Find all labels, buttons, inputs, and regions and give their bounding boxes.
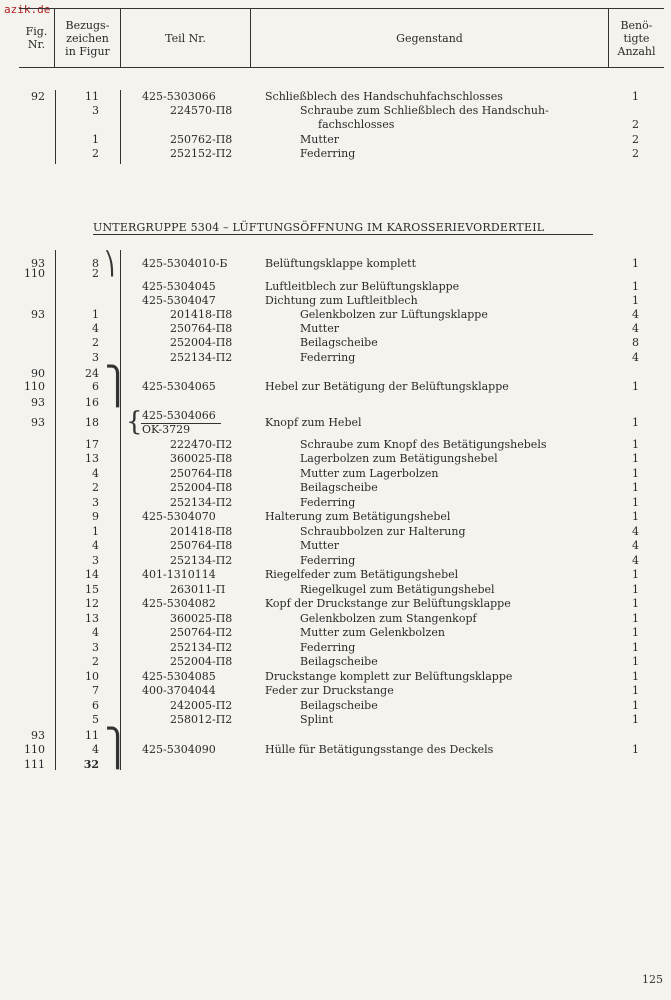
gegenstand-cell: Mutter zum Lagerbolzen — [300, 467, 439, 480]
gegenstand-cell: Riegelfeder zum Betätigungshebel — [265, 568, 459, 581]
table-row — [0, 729, 671, 743]
anzahl-cell: 1 — [632, 684, 639, 697]
bezugszeichen-cell: 3 — [92, 351, 99, 364]
teil-nr-cell: 252134-П2 — [170, 554, 233, 567]
table-row — [0, 452, 671, 466]
bezugszeichen-cell: 4 — [92, 322, 99, 335]
table-row — [0, 267, 671, 281]
table-row — [0, 496, 671, 510]
anzahl-cell: 1 — [632, 257, 639, 270]
table-row — [0, 510, 671, 524]
teil-nr-cell: 250762-П8 — [170, 133, 233, 146]
gegenstand-cell: Mutter — [300, 322, 339, 335]
gegenstand-cell: Riegelkugel zum Betätigungshebel — [300, 583, 495, 596]
gegenstand-cell: fachschlosses — [318, 118, 395, 131]
anzahl-cell: 8 — [632, 336, 639, 349]
teil-nr-cell: 222470-П2 — [170, 438, 233, 451]
teil-nr-cell: 425-5304066 — [142, 409, 216, 422]
table-row — [0, 438, 671, 452]
teil-nr-cell: 360025-П8 — [170, 452, 233, 465]
bezugszeichen-cell: 1 — [92, 133, 99, 146]
bezugszeichen-cell: 4 — [92, 743, 99, 756]
fig-cell: 110 — [24, 380, 45, 393]
bezugszeichen-cell: 4 — [92, 626, 99, 639]
bezugszeichen-cell: 10 — [85, 670, 99, 683]
anzahl-cell: 1 — [632, 626, 639, 639]
header-teil-nr: Teil Nr. — [121, 9, 251, 67]
table-row — [0, 133, 671, 147]
anzahl-cell: 4 — [632, 351, 639, 364]
gegenstand-cell: Beilagscheibe — [300, 481, 378, 494]
anzahl-cell: 1 — [632, 510, 639, 523]
table-row — [0, 568, 671, 582]
teil-nr-cell: 263011-П — [170, 583, 226, 596]
fig-cell: 110 — [24, 743, 45, 756]
fig-cell: 92 — [31, 90, 45, 103]
bezugszeichen-cell: 12 — [85, 597, 99, 610]
anzahl-cell: 4 — [632, 539, 639, 552]
table-row — [0, 684, 671, 698]
bracket: ⎫ — [104, 728, 131, 769]
gegenstand-cell: Gelenkbolzen zum Stangenkopf — [300, 612, 477, 625]
fig-cell: 90 — [31, 367, 45, 380]
teil-nr-cell: 425-5304047 — [142, 294, 216, 307]
teil-nr-cell: 242005-П2 — [170, 699, 233, 712]
table-row — [0, 294, 671, 308]
bezugszeichen-cell: 2 — [92, 336, 99, 349]
table-row — [0, 525, 671, 539]
table-row — [0, 554, 671, 568]
table-row — [0, 396, 671, 410]
bezugszeichen-cell: 32 — [83, 758, 99, 771]
gegenstand-cell: Beilagscheibe — [300, 699, 378, 712]
anzahl-cell: 1 — [632, 416, 639, 429]
gegenstand-cell: Schraubbolzen zur Halterung — [300, 525, 466, 538]
table-row — [0, 351, 671, 365]
fig-cell: 111 — [24, 758, 45, 771]
table-row — [0, 104, 671, 118]
header-anzahl: Benö- tigte Anzahl — [617, 18, 656, 58]
bezugszeichen-cell: 8 — [92, 257, 99, 270]
bracket: ⎫ — [104, 366, 131, 407]
fig-cell: 93 — [31, 257, 45, 270]
anzahl-cell: 1 — [632, 280, 639, 293]
bezugszeichen-cell: 3 — [92, 496, 99, 509]
anzahl-cell: 1 — [632, 294, 639, 307]
anzahl-cell: 1 — [632, 641, 639, 654]
table-row — [0, 367, 671, 381]
teil-nr-cell: 401-1310114 — [142, 568, 216, 581]
fig-cell: 93 — [31, 396, 45, 409]
bezugszeichen-cell: 17 — [85, 438, 99, 451]
table-row — [0, 147, 671, 161]
anzahl-cell: 2 — [632, 118, 639, 131]
bezugszeichen-cell: 3 — [92, 104, 99, 117]
fig-cell: 93 — [31, 416, 45, 429]
bezugszeichen-cell: 9 — [92, 510, 99, 523]
bezugszeichen-cell: 4 — [92, 467, 99, 480]
watermark: azik.de — [4, 3, 51, 16]
bezugszeichen-cell: 6 — [92, 699, 99, 712]
teil-nr-cell: 250764-П8 — [170, 322, 233, 335]
bezugszeichen-cell: 2 — [92, 267, 99, 280]
gegenstand-cell: Federring — [300, 554, 356, 567]
table-row — [0, 118, 671, 132]
table-row — [0, 336, 671, 350]
gegenstand-cell: Belüftungsklappe komplett — [265, 257, 417, 270]
anzahl-cell: 1 — [632, 380, 639, 393]
gegenstand-cell: Hebel zur Betätigung der Belüftungsklappe — [265, 380, 509, 393]
anzahl-cell: 1 — [632, 713, 639, 726]
teil-nr-cell: 425-5304045 — [142, 280, 216, 293]
teil-nr-cell: OK-3729 — [142, 423, 191, 436]
bezugszeichen-cell: 3 — [92, 554, 99, 567]
table-row — [0, 481, 671, 495]
teil-nr-cell: 201418-П8 — [170, 525, 233, 538]
table-row — [0, 670, 671, 684]
anzahl-cell: 1 — [632, 568, 639, 581]
teil-nr-cell: 252134-П2 — [170, 641, 233, 654]
bezugszeichen-cell: 13 — [85, 612, 99, 625]
bezugszeichen-cell: 2 — [92, 147, 99, 160]
bracket: ⎞ — [104, 252, 115, 277]
gegenstand-cell: Schraube zum Schließblech des Handschuh- — [300, 104, 549, 117]
header-fig: Fig. Nr. — [19, 9, 55, 67]
table-row — [0, 699, 671, 713]
gegenstand-cell: Dichtung zum Luftleitblech — [265, 294, 418, 307]
table-row — [0, 380, 671, 394]
anzahl-cell: 4 — [632, 525, 639, 538]
table-row — [0, 467, 671, 481]
anzahl-cell: 1 — [632, 655, 639, 668]
fig-cell: 93 — [31, 308, 45, 321]
teil-nr-cell: 201418-П8 — [170, 308, 233, 321]
table-row — [0, 758, 671, 772]
header-bezugszeichen: Bezugs- zeichen in Figur — [55, 9, 121, 67]
teil-nr-cell: 252134-П2 — [170, 496, 233, 509]
teil-nr-cell: 425-5304065 — [142, 380, 216, 393]
gegenstand-cell: Mutter zum Gelenkbolzen — [300, 626, 445, 639]
bezugszeichen-cell: 15 — [85, 583, 99, 596]
bezugszeichen-cell: 11 — [85, 729, 99, 742]
teil-nr-cell: 425-5304082 — [142, 597, 216, 610]
teil-nr-cell: 252152-П2 — [170, 147, 233, 160]
teil-nr-cell: 250764-П8 — [170, 467, 233, 480]
gegenstand-cell: Feder zur Druckstange — [265, 684, 394, 697]
fig-cell: 93 — [31, 729, 45, 742]
gegenstand-cell: Druckstange komplett zur Belüftungsklappe — [265, 670, 513, 683]
teil-nr-cell: 425-5304090 — [142, 743, 216, 756]
anzahl-cell: 4 — [632, 554, 639, 567]
teil-nr-cell: 252004-П8 — [170, 336, 233, 349]
bezugszeichen-cell: 18 — [85, 416, 99, 429]
anzahl-cell: 1 — [632, 597, 639, 610]
gegenstand-cell: Mutter — [300, 133, 339, 146]
table-row — [0, 612, 671, 626]
table-row — [0, 539, 671, 553]
gegenstand-cell: Knopf zum Hebel — [265, 416, 362, 429]
anzahl-cell: 1 — [632, 743, 639, 756]
table-header — [19, 8, 664, 68]
table-row — [0, 280, 671, 294]
table-row — [0, 626, 671, 640]
section-title: UNTERGRUPPE 5304 – LÜFTUNGSÖFFNUNG IM KAROSSERIEVORDERTEIL — [93, 221, 593, 235]
table-row — [0, 90, 671, 104]
gegenstand-cell: Gelenkbolzen zur Lüftungsklappe — [300, 308, 488, 321]
anzahl-cell: 1 — [632, 481, 639, 494]
anzahl-cell: 1 — [632, 670, 639, 683]
teil-nr-cell: 425-5304070 — [142, 510, 216, 523]
bezugszeichen-cell: 13 — [85, 452, 99, 465]
bezugszeichen-cell: 4 — [92, 539, 99, 552]
teil-nr-cell: 252004-П8 — [170, 481, 233, 494]
anzahl-cell: 2 — [632, 147, 639, 160]
anzahl-cell: 1 — [632, 496, 639, 509]
gegenstand-cell: Halterung zum Betätigungshebel — [265, 510, 451, 523]
teil-nr-cell: 258012-П2 — [170, 713, 233, 726]
bezugszeichen-cell: 3 — [92, 641, 99, 654]
bezugszeichen-cell: 1 — [92, 308, 99, 321]
bezugszeichen-cell: 7 — [92, 684, 99, 697]
table-row — [0, 713, 671, 727]
gegenstand-cell: Kopf der Druckstange zur Belüftungsklappe — [265, 597, 511, 610]
table-row — [0, 641, 671, 655]
header-gegenstand: Gegenstand — [251, 9, 609, 67]
bezugszeichen-cell: 16 — [85, 396, 99, 409]
teil-nr-cell: 250764-П8 — [170, 539, 233, 552]
anzahl-cell: 1 — [632, 438, 639, 451]
teil-nr-cell: 360025-П8 — [170, 612, 233, 625]
teil-nr-cell: 250764-П2 — [170, 626, 233, 639]
gegenstand-cell: Federring — [300, 147, 356, 160]
gegenstand-cell: Hülle für Betätigungsstange des Deckels — [265, 743, 494, 756]
gegenstand-cell: Splint — [300, 713, 334, 726]
bezugszeichen-cell: 6 — [92, 380, 99, 393]
gegenstand-cell: Luftleitblech zur Belüftungsklappe — [265, 280, 460, 293]
teil-nr-cell: 425-5304010-Б — [142, 257, 228, 270]
bezugszeichen-cell: 14 — [85, 568, 99, 581]
table-row — [0, 308, 671, 322]
page-number: 125 — [642, 973, 663, 986]
bezugszeichen-cell: 2 — [92, 655, 99, 668]
anzahl-cell: 1 — [632, 583, 639, 596]
table-row — [0, 583, 671, 597]
teil-nr-cell: 224570-П8 — [170, 104, 233, 117]
gegenstand-cell: Federring — [300, 641, 356, 654]
gegenstand-cell: Mutter — [300, 539, 339, 552]
bracket: { — [126, 407, 143, 437]
bezugszeichen-cell: 24 — [85, 367, 99, 380]
teil-nr-cell: 252004-П8 — [170, 655, 233, 668]
table-row — [0, 597, 671, 611]
anzahl-cell: 2 — [632, 133, 639, 146]
bezugszeichen-cell: 5 — [92, 713, 99, 726]
bezugszeichen-cell: 2 — [92, 481, 99, 494]
teil-nr-cell: 400-3704044 — [142, 684, 216, 697]
anzahl-cell: 1 — [632, 467, 639, 480]
gegenstand-cell: Beilagscheibe — [300, 336, 378, 349]
anzahl-cell: 1 — [632, 612, 639, 625]
anzahl-cell: 4 — [632, 322, 639, 335]
gegenstand-cell: Federring — [300, 351, 356, 364]
gegenstand-cell: Beilagscheibe — [300, 655, 378, 668]
gegenstand-cell: Lagerbolzen zum Betätigungshebel — [300, 452, 498, 465]
bezugszeichen-cell: 11 — [85, 90, 99, 103]
gegenstand-cell: Federring — [300, 496, 356, 509]
anzahl-cell: 4 — [632, 308, 639, 321]
gegenstand-cell: Schraube zum Knopf des Betätigungshebels — [300, 438, 547, 451]
anzahl-cell: 1 — [632, 699, 639, 712]
table-row — [0, 743, 671, 757]
teil-nr-cell: 425-5304085 — [142, 670, 216, 683]
table-row — [0, 423, 671, 437]
bezugszeichen-cell: 1 — [92, 525, 99, 538]
teil-nr-cell: 425-5303066 — [142, 90, 216, 103]
table-row — [0, 322, 671, 336]
anzahl-cell: 1 — [632, 452, 639, 465]
fig-cell: 110 — [24, 267, 45, 280]
teil-nr-cell: 252134-П2 — [170, 351, 233, 364]
table-row — [0, 655, 671, 669]
anzahl-cell: 1 — [632, 90, 639, 103]
gegenstand-cell: Schließblech des Handschuhfachschlosses — [265, 90, 503, 103]
